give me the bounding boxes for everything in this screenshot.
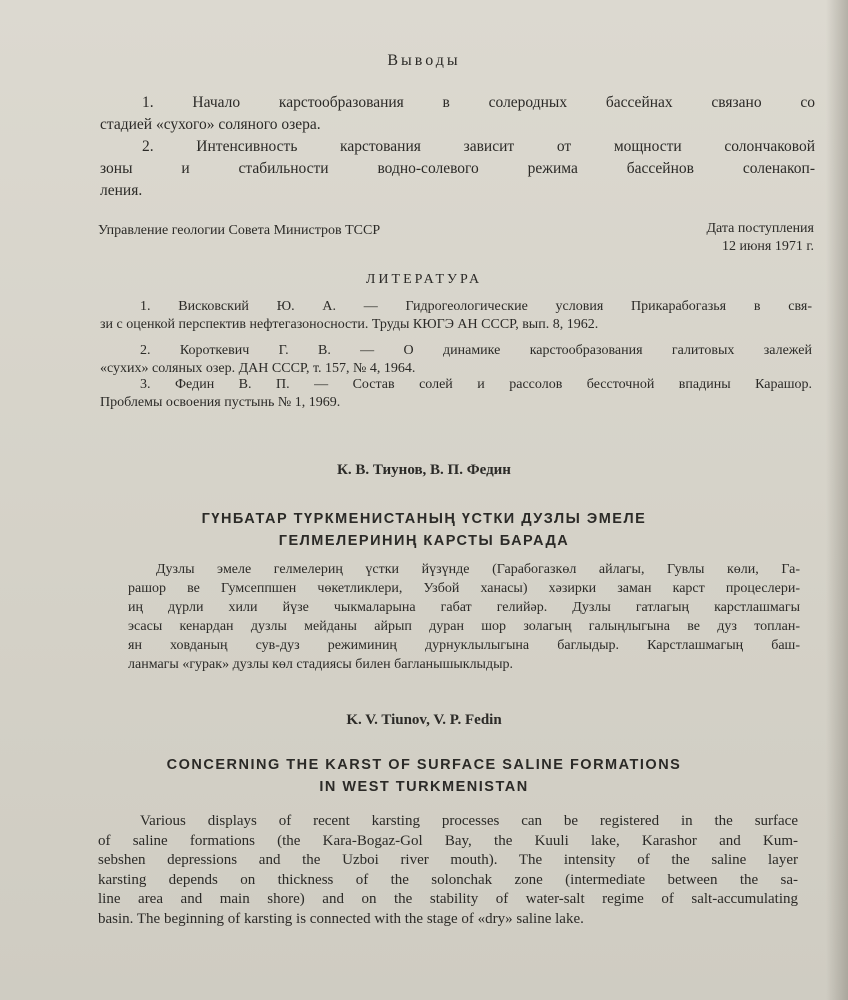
reference-2	[100, 342, 812, 378]
conclusion-item-1-line-1: 1. Начало карстообразования в солеродных бассейнах связано со	[142, 94, 815, 111]
reference-2-line-2: «сухих» соляных озер. ДАН СССР, т. 157, № 4, 1964.	[100, 361, 416, 376]
reference-1-line-2: зи с оценкой перспектив нефтегазоносности. Труды КЮГЭ АН СССР, вып. 8, 1962.	[100, 317, 599, 332]
conclusion-item-1	[100, 92, 815, 136]
reference-1	[100, 298, 812, 334]
english-abstract	[98, 812, 798, 930]
turkmen-title-line-2: ГЕЛМЕЛЕРИНИҢ КАРСТЫ БАРАДА	[278, 533, 570, 549]
turkmen-abstract	[128, 560, 800, 674]
turkmen-abstract-line-1: Дузлы эмеле гелмелериң үстки йүзүнде (Гарабогазкөл айлагы, Гувлы көли, Га-	[156, 562, 800, 577]
english-abstract-line-5: line area and main shore) and on the stability of water-salt regime of salt-accumulating	[98, 891, 798, 908]
english-abstract-line-4: karsting depends on thickness of the solonchak zone (intermediate between the sa-	[98, 871, 798, 888]
english-abstract-line-2: of saline formations (the Kara-Bogaz-Gol Bay, the Kuuli lake, Karashor and Kum-	[98, 832, 798, 849]
conclusions-heading: Выводы	[387, 52, 461, 69]
conclusion-item-1-line-2: стадией «сухого» соляного озера.	[100, 116, 321, 133]
page-edge-shadow	[826, 0, 848, 1000]
turkmen-abstract-line-5: ян ховданың сув-дуз режиминиң дурнуклылыгына баглыдыр. Карстлашмагың баш-	[128, 638, 800, 653]
literature-heading: ЛИТЕРАТУРА	[365, 272, 483, 287]
conclusion-item-2-line-1: 2. Интенсивность карстования зависит от мощности солончаковой	[142, 138, 815, 155]
conclusion-item-2-line-2: зоны и стабильности водно-солевого режима бассейнов соленакоп-	[100, 160, 815, 177]
turkmen-authors: К. В. Тиунов, В. П. Федин	[337, 462, 511, 478]
english-abstract-line-6: basin. The beginning of karsting is connected with the stage of «dry» saline lake.	[98, 910, 584, 927]
turkmen-abstract-line-2: рашор ве Гумсеппшен чөкетликлери, Узбой ханасы) хәзирки заман карст процеслери-	[128, 581, 800, 596]
turkmen-title-line-1: ГҮНБАТАР ТҮРКМЕНИСТАНЫҢ ҮСТКИ ДУЗЛЫ ЭМЕЛЕ	[201, 511, 647, 527]
english-title-line-1: CONCERNING THE KARST OF SURFACE SALINE FORMATIONS	[166, 757, 682, 773]
reference-2-line-1: 2. Короткевич Г. В. — О динамике карстообразования галитовых залежей	[140, 343, 812, 358]
turkmen-abstract-line-6: ланмагы «гурак» дузлы көл стадиясы билен багланышыклыдыр.	[128, 657, 513, 672]
reference-3-line-2: Проблемы освоения пустынь № 1, 1969.	[100, 395, 341, 410]
received-value: 12 июня 1971 г.	[721, 239, 814, 254]
turkmen-abstract-line-3: иң дүрли хили йүзе чыкмаларына габат гелийәр. Дузлы гатлагың карстлашмагы	[128, 600, 800, 615]
english-abstract-line-1: Various displays of recent karsting processes can be registered in the surface	[140, 813, 798, 829]
received-label: Дата поступления	[706, 221, 814, 236]
reference-1-line-1: 1. Висковский Ю. А. — Гидрогеологические условия Прикарабогазья в свя-	[140, 299, 812, 314]
received-date	[664, 220, 814, 256]
turkmen-title	[0, 508, 848, 552]
english-abstract-line-3: sebshen depressions and the Uzboi river mouth). The intensity of the saline layer	[98, 852, 798, 869]
english-authors: K. V. Tiunov, V. P. Fedin	[346, 712, 502, 728]
turkmen-abstract-line-4: эсасы кенардан дузлы мейданы айрып дуран шор золагың галыңлыгына ве дуз топлан-	[128, 619, 800, 634]
english-title	[0, 754, 848, 798]
affiliation: Управление геологии Совета Министров ТССР	[98, 223, 381, 238]
reference-3	[100, 376, 812, 412]
english-title-line-2: IN WEST TURKMENISTAN	[319, 779, 529, 795]
conclusion-item-2-line-3: ления.	[100, 182, 143, 199]
reference-3-line-1: 3. Федин В. П. — Состав солей и рассолов бессточной впадины Карашор.	[140, 377, 812, 392]
conclusion-item-2	[100, 136, 815, 202]
